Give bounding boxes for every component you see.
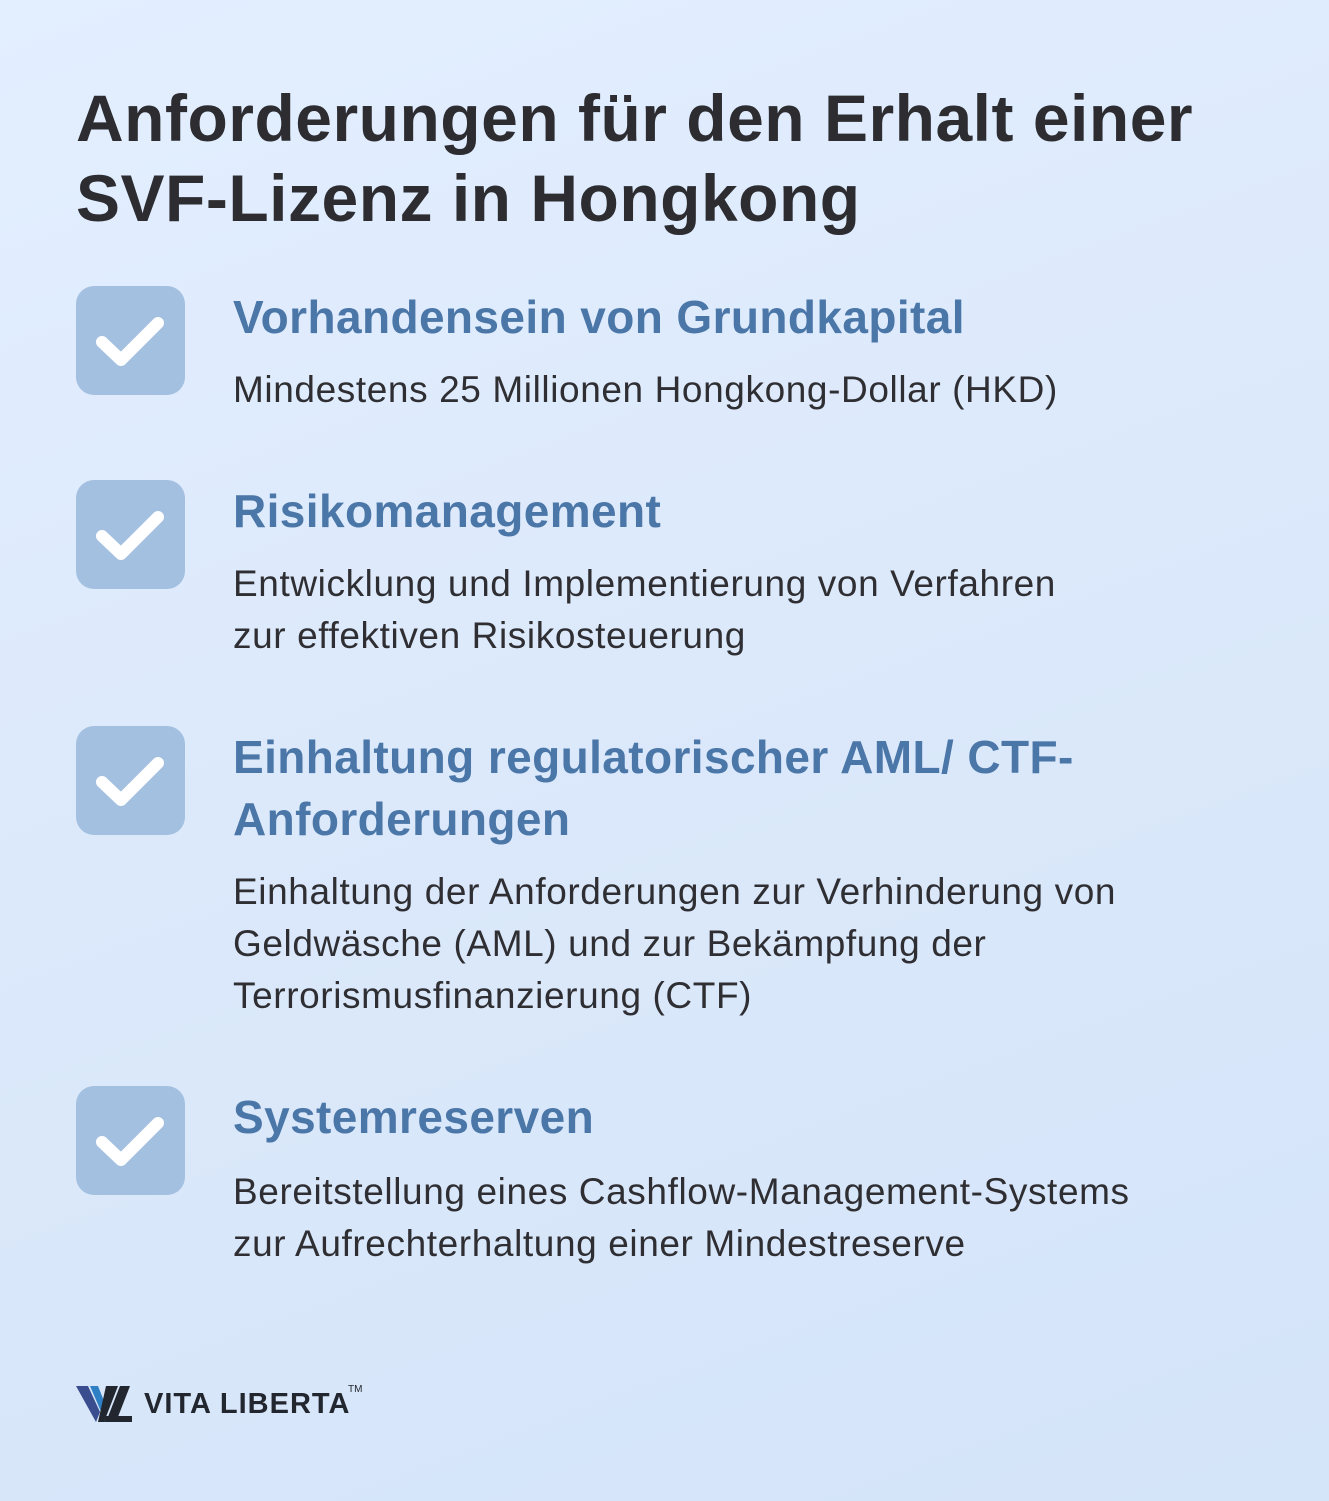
brand-logo: [76, 1380, 396, 1428]
brand-name: VITA LIBERTA: [144, 1388, 351, 1420]
requirement-heading: Systemreserven: [233, 1091, 595, 1143]
requirement-description: Entwicklung und Implementierung von Verfahren zur effektiven Risikosteuerung: [233, 563, 1056, 656]
requirement-item-aml-ctf: [76, 726, 1256, 1036]
requirement-heading: Vorhandensein von Grundkapital: [233, 291, 965, 343]
requirement-item-risikomanagement: [76, 480, 1256, 670]
requirement-item-systemreserven: [76, 1086, 1256, 1336]
check-icon: [76, 726, 185, 835]
requirement-heading: Einhaltung regulatorischer AML/ CTF-Anforderungen: [233, 731, 1074, 845]
vita-liberta-logo: [76, 1382, 132, 1424]
requirement-description: Bereitstellung eines Cashflow-Management-Systems zur Aufrechterhaltung einer Mindestreserve: [233, 1171, 1130, 1264]
check-icon: [76, 286, 185, 395]
requirement-description: Mindestens 25 Millionen Hongkong-Dollar (HKD): [233, 369, 1058, 410]
page-title: Anforderungen für den Erhalt einer SVF-Lizenz in Hongkong: [76, 81, 1194, 235]
requirement-heading: Risikomanagement: [233, 485, 662, 537]
requirement-description: Einhaltung der Anforderungen zur Verhinderung von Geldwäsche (AML) und zur Bekämpfung der Terrorismusfinanzierung (CTF): [233, 871, 1117, 1016]
check-icon: [76, 1086, 185, 1195]
check-icon: [76, 480, 185, 589]
trademark-mark: TM: [348, 1384, 363, 1395]
requirement-item-grundkapital: [76, 286, 1256, 426]
